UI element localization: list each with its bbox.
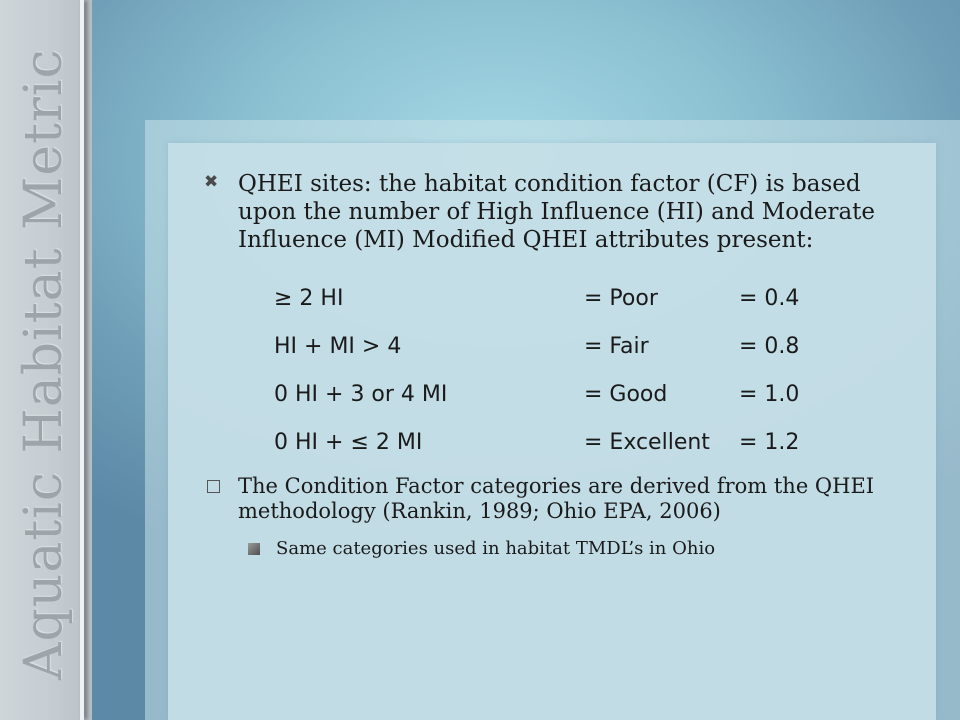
slide-content xyxy=(200,170,900,560)
slide-title: Aquatic Habitat Metric xyxy=(14,48,74,680)
bullet-condition-factor xyxy=(200,474,900,524)
side-divider xyxy=(80,0,84,720)
condition-factor-table xyxy=(274,274,900,466)
bullet-text: QHEI sites: the habitat condition factor (CF) is based upon the number of High Influence (HI) and Moderate Influence (MI) Modified QHEI attributes present: xyxy=(238,171,876,253)
box-bullet-icon xyxy=(207,480,220,493)
condition-cell: 0 HI + ≤ 2 MI xyxy=(274,429,423,455)
sub-bullet-tmdl xyxy=(200,538,900,560)
table-row xyxy=(274,322,900,370)
table-row xyxy=(274,370,900,418)
rating-cell: = Fair xyxy=(584,333,649,359)
factor-cell: = 1.0 xyxy=(739,381,800,407)
x-bullet-icon: ✖ xyxy=(204,172,219,192)
rating-cell: = Excellent xyxy=(584,429,710,455)
bullet-text: The Condition Factor categories are derived from the QHEI methodology (Rankin, 1989; Ohio EPA, 2006) xyxy=(238,474,875,523)
condition-cell: 0 HI + 3 or 4 MI xyxy=(274,381,448,407)
rating-cell: = Poor xyxy=(584,285,658,311)
table-row xyxy=(274,274,900,322)
factor-cell: = 0.4 xyxy=(739,285,800,311)
bullet-qhei-sites xyxy=(200,170,900,254)
factor-cell: = 1.2 xyxy=(739,429,800,455)
rating-cell: = Good xyxy=(584,381,668,407)
table-row xyxy=(274,418,900,466)
factor-cell: = 0.8 xyxy=(739,333,800,359)
square-bullet-icon xyxy=(248,543,260,555)
condition-cell: HI + MI > 4 xyxy=(274,333,402,359)
sub-bullet-text: Same categories used in habitat TMDL’s in Ohio xyxy=(276,538,716,559)
condition-cell: ≥ 2 HI xyxy=(274,285,344,311)
